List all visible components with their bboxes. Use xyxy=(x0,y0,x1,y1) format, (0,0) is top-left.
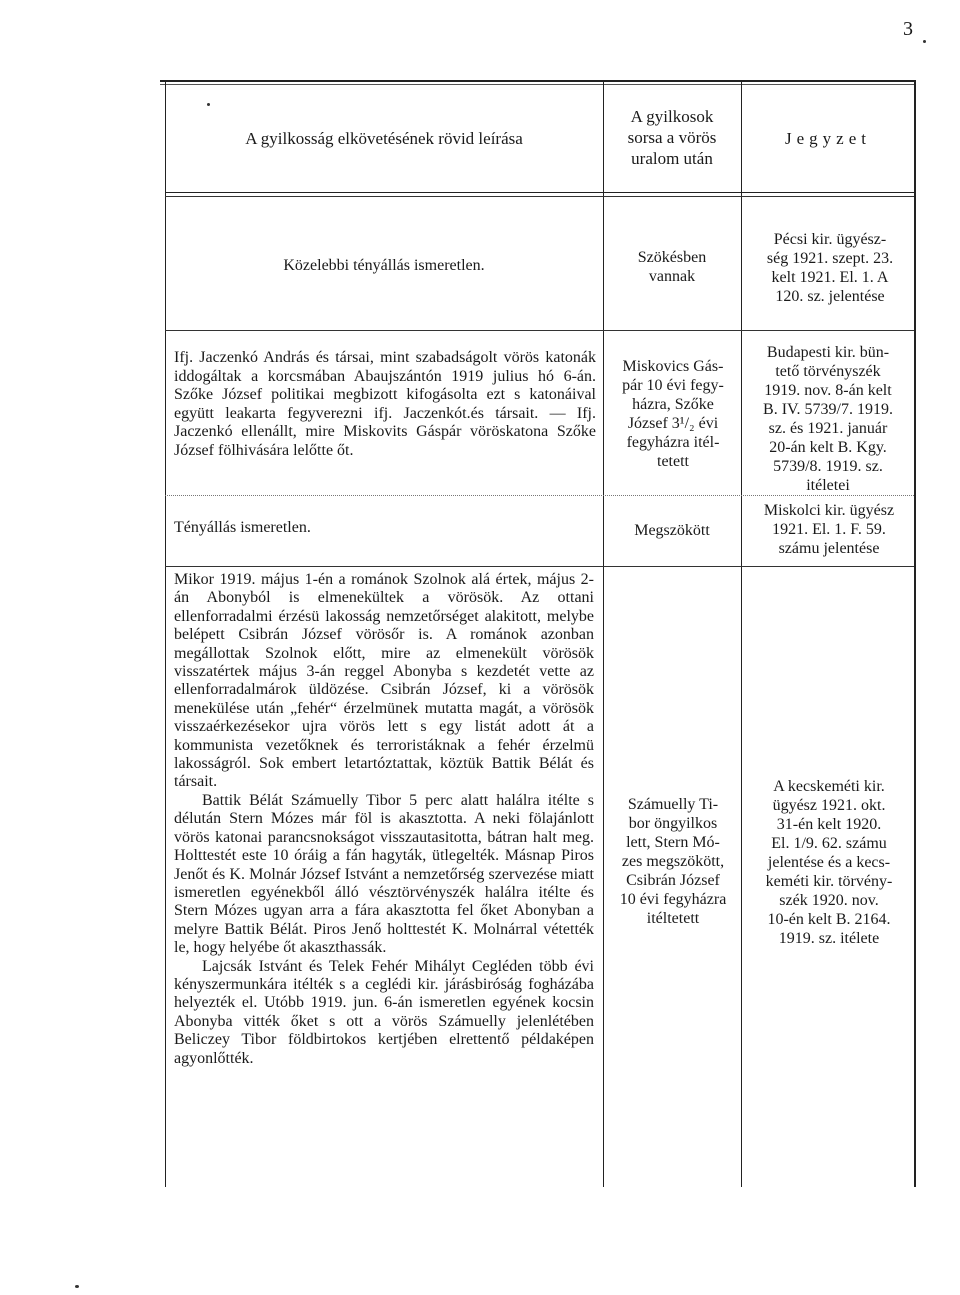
row2-fate: Miskovics Gás- pár 10 évi fegy- házra, Szőke József 3¹/₂ évi fegyházra itél- tetett xyxy=(622,358,724,470)
row4-description xyxy=(174,571,594,1068)
row3-description: Tényállás ismeretlen. xyxy=(174,519,311,536)
column-divider-left xyxy=(165,82,166,1187)
header-fate: A gyilkosok sorsa a vörös uralom után xyxy=(627,107,717,168)
row4-paragraph-1: Mikor 1919. május 1-én a románok Szolnok alá értek, május 2-án Abonyból is elmenekültek a vörösök. Az ottani ellenforradalmi érzésü lakosság nemzetőrséget alakitott, melybe belépett Csibrán József vörösőr is. A románok azonban megállottak Szolnok előtt, mire az elmenekült vörösök visszatértek május 3-án reggel Abonyba s kezdetét vette az ellenforradalmárok üldözése. Csibrán József, ki a vörösök menekülése után „fehér“ érzelmünek mutatta magát, a vörösök visszaérkezésekor ujra vörös lett s egy listát adott át a kommunista vezetőknek és terroristáknak a fehér érzelmü lakosságról. Sok embert letartóztattak, köztük Battik Bélát és társait. xyxy=(174,571,594,791)
header-description: A gyilkosság elkövetésének rövid leírása xyxy=(245,129,523,148)
row-divider xyxy=(165,330,914,331)
table-top-rule-thin xyxy=(160,84,916,85)
row-divider xyxy=(165,566,914,567)
row3-fate: Megszökött xyxy=(634,522,710,539)
row-divider xyxy=(165,495,914,496)
scan-speck xyxy=(75,1285,79,1288)
page-number: 3 xyxy=(903,18,913,40)
column-divider-right xyxy=(914,82,916,1187)
row2-description: Ifj. Jaczenkó András és társai, mint szabadságolt vörös katonák iddogáltak a korcsmában Abaujszántón 1919 julius hó 6-án. Szőke József politikai megbizott kifogásolta ezt s katonáival együtt leakarta fegyverezni ifj. Jaczenkót.és társait. — Ifj. Jaczenkó ellenállt, mire Miskovits Gáspár vöröskatona Szőke József fölhivására lelőtte őt. xyxy=(174,349,596,459)
row2-note: Budapesti kir. bün- tető törvényszék 1919. nov. 8-án kelt B. IV. 5739/7. 1919. sz. és 1921. január 20-án kelt B. Kgy. 5739/8. 1919. sz. itéletei xyxy=(763,344,893,494)
header-bottom-rule-thin xyxy=(165,196,914,197)
column-divider-2 xyxy=(741,82,742,1187)
row4-fate: Számuelly Ti- bor öngyilkos lett, Stern Mó- zes megszökött, Csibrán József 10 évi fegyházra itéltetett xyxy=(619,796,727,927)
row1-description: Közelebbi tényállás ismeretlen. xyxy=(283,257,485,274)
header-bottom-rule xyxy=(165,192,914,193)
row4-paragraph-2: Battik Bélát Számuelly Tibor 5 perc alatt halálra itélte s délután Stern Mózes már föl is akasztotta. A neki fölajánlott vörös katonai parancsnokságot visszautasitotta, bátran halt meg. Holttestét este 10 óráig a fán hagyták, ütlegelték. Másnap Piros Jenőt és K. Molnár József Istvánt a nemzetőrség szervezése miatt ismeretlen egyénekből álló vésztörvényszék halálra itélte és Stern Mózes ugyan arra a fára akasztotta fel őket Abonyban a melyre Battik Bélát. Piros Jenő holttestét K. Molnárral vétették le, hogy helyébe őt akaszthassák. xyxy=(174,791,594,957)
header-note: Jegyzet xyxy=(785,129,871,148)
table-top-rule xyxy=(160,80,916,82)
scan-speck xyxy=(923,40,926,43)
row1-note: Pécsi kir. ügyész- ség 1921. szept. 23. kelt 1921. El. 1. A 120. sz. jelentése xyxy=(766,231,894,305)
column-divider-1 xyxy=(603,82,604,1187)
row4-paragraph-3: Lajcsák Istvánt és Telek Fehér Mihályt Cegléden több évi kényszermunkára itélték s a ceglédi kir. járásbiróság fogházába helyezték el. Utóbb 1919. jun. 6-án ismeretlen egyének kocsin Abonyba vitték őket s ott a vörös Számuelly jelenlétében Beliczey Tibor földbirtokos kertjében elrettentő példaképen agyonlőtték. xyxy=(174,957,594,1067)
scan-speck xyxy=(207,103,210,106)
row1-fate: Szökésben vannak xyxy=(637,249,707,285)
row3-note: Miskolci kir. ügyész 1921. El. 1. F. 59. számu jelentése xyxy=(763,502,895,557)
row4-note: A kecskeméti kir. ügyész 1921. okt. 31-én kelt 1920. El. 1/9. 62. számu jelentése és a kecs- keméti kir. törvény- szék 1920. nov. 10-én kelt B. 2164. 1919. sz. itélete xyxy=(765,778,893,947)
